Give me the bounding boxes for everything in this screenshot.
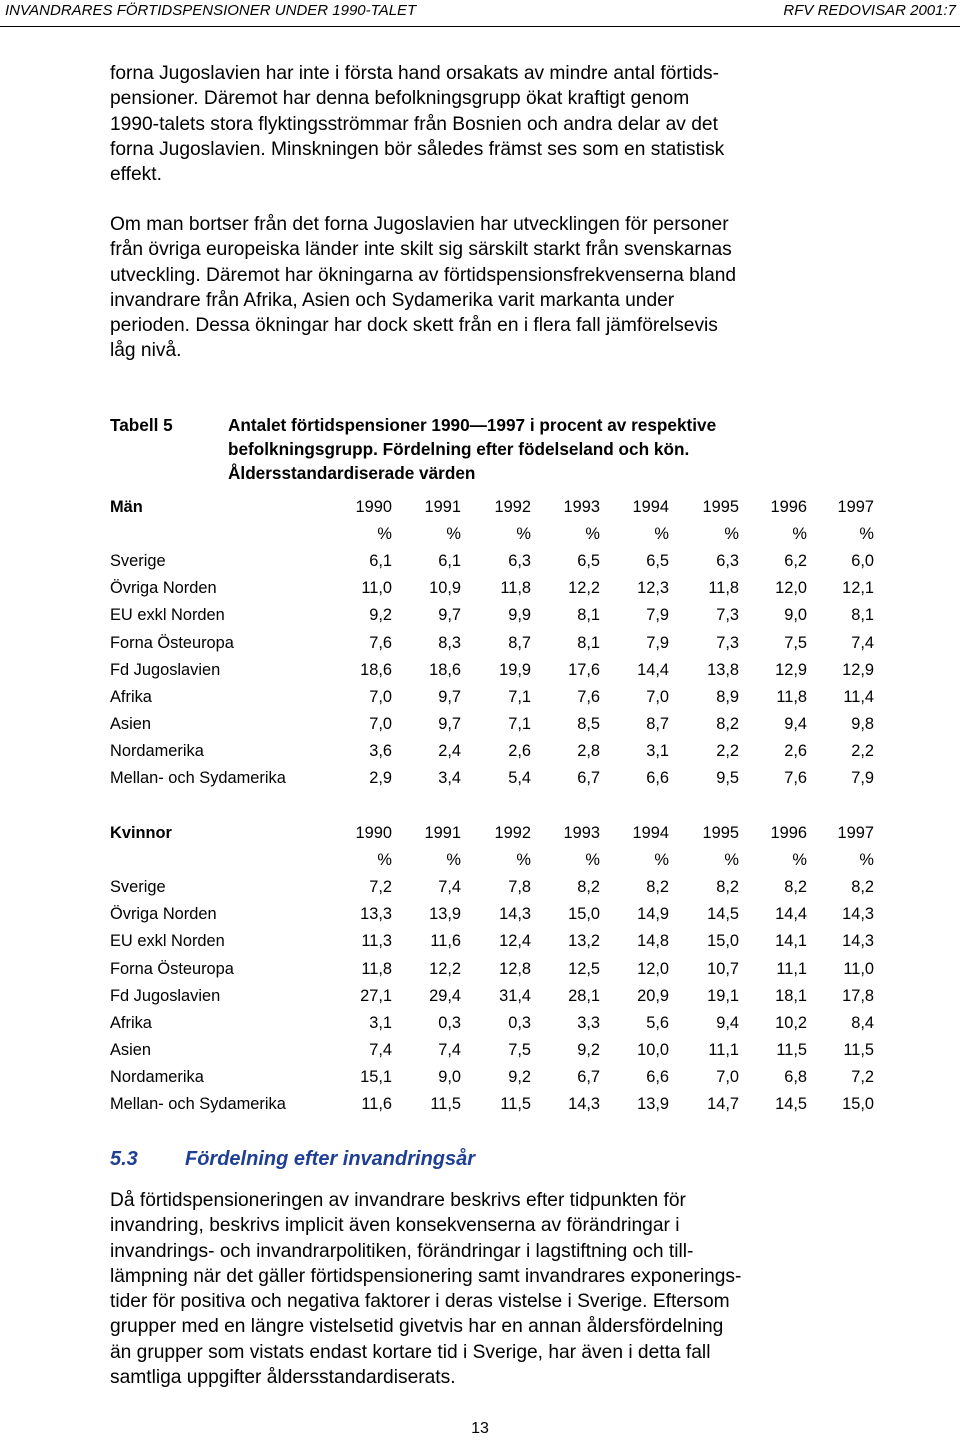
table-cell: 7,0 (716, 1067, 739, 1086)
table-cell: 12,3 (637, 579, 669, 598)
table-cell: 8,1 (577, 633, 600, 652)
table-cell: 11,0 (843, 959, 874, 978)
table-cell: 12,5 (568, 959, 600, 978)
table-cell: 12,8 (499, 959, 531, 978)
table-cell: 6,1 (369, 552, 392, 571)
table-cell: 27,1 (360, 986, 392, 1005)
table-cell: 12,2 (429, 959, 461, 978)
table-cell: 6,7 (577, 769, 600, 787)
table-cell: 9,0 (438, 1067, 461, 1086)
table-row (110, 579, 890, 601)
table-cell: 7,4 (438, 878, 461, 897)
table-row (110, 715, 890, 737)
table-cell: 18,1 (775, 986, 807, 1005)
row-label: Nordamerika (110, 1067, 204, 1086)
table-cell: 11,8 (708, 579, 739, 598)
table-cell: 5,4 (508, 769, 531, 787)
table-cell: 11,4 (843, 687, 874, 706)
row-label: Asien (110, 1040, 152, 1059)
table-cell: 9,5 (716, 769, 739, 787)
table-cell: 11,6 (361, 1095, 392, 1113)
row-label: Forna Östeuropa (110, 959, 234, 978)
table-cell: 7,8 (508, 878, 531, 897)
paragraph-line: forna Jugoslavien har inte i första hand orsakats av mindre antal förtids- (110, 63, 719, 84)
table-cell: 7,9 (646, 633, 669, 652)
table-row (110, 987, 890, 1009)
table-cell: 15,0 (842, 1095, 874, 1113)
table-cell: % (792, 525, 807, 544)
table-cell: % (654, 525, 669, 544)
table-cell: 1992 (494, 824, 531, 842)
table-cell: 9,7 (438, 606, 461, 625)
table-cell: 13,3 (360, 905, 392, 924)
table-cell: 14,4 (637, 660, 669, 679)
table-cell: 17,8 (842, 986, 874, 1005)
paragraph-line: effekt. (110, 164, 162, 186)
table-cell: 8,3 (438, 633, 461, 652)
table-cell: 28,1 (568, 986, 600, 1005)
row-label: Forna Östeuropa (110, 633, 234, 652)
table-cell: 11,1 (708, 1040, 739, 1059)
paragraph-line: Om man bortser från det forna Jugoslavien har utvecklingen för personer (110, 214, 729, 235)
table-row (110, 905, 890, 927)
table-cell: 1994 (632, 498, 669, 516)
table-cell: % (724, 851, 739, 870)
table-cell: 6,6 (646, 769, 669, 787)
paragraph-line: tider för positiva och negativa faktorer i deras vistelse i Sverige. Eftersom (110, 1291, 730, 1313)
table-cell: 6,2 (784, 552, 807, 571)
table-cell: 11,1 (776, 959, 807, 978)
header-title: INVANDRARES FÖRTIDSPENSIONER UNDER 1990-TALET (5, 2, 417, 19)
table-row (110, 1068, 890, 1090)
table-cell: 8,2 (716, 714, 739, 733)
header-rule (0, 26, 960, 27)
running-header (0, 0, 960, 26)
table-cell: % (724, 525, 739, 544)
paragraph-line: samtliga uppgifter åldersstandardiserats. (110, 1367, 456, 1389)
row-label: Afrika (110, 1013, 152, 1032)
table-cell: 7,2 (369, 878, 392, 897)
table-cell: 7,4 (438, 1040, 461, 1059)
table-cell: 0,3 (438, 1013, 461, 1032)
table-cell: 8,5 (577, 714, 600, 733)
table-cell: % (377, 851, 392, 870)
table-cell: 1991 (424, 498, 461, 516)
table-cell: 8,7 (646, 714, 669, 733)
table-cell: 9,0 (784, 606, 807, 625)
table-cell: 2,2 (716, 741, 739, 760)
table-cell: 12,4 (499, 932, 531, 951)
table-cell: % (377, 525, 392, 544)
table-row (110, 606, 890, 628)
table-cell: 11,3 (361, 932, 392, 951)
table-cell: 1996 (770, 824, 807, 842)
table-cell: 8,2 (646, 878, 669, 897)
table-cell: 9,2 (369, 606, 392, 625)
table-cell: 6,7 (577, 1067, 600, 1086)
table-cell: 11,5 (430, 1095, 461, 1113)
table-cell: 7,9 (851, 769, 874, 787)
row-label: Mellan- och Sydamerika (110, 769, 286, 787)
table-cell: 9,9 (508, 606, 531, 625)
table-header-row (110, 498, 890, 520)
table-cell: 3,1 (646, 741, 669, 760)
table-cell: 6,5 (577, 552, 600, 571)
table-cell: 7,3 (716, 633, 739, 652)
table-cell: 8,1 (851, 606, 874, 625)
table-cell: 3,1 (369, 1013, 392, 1032)
table-cell: 7,6 (369, 633, 392, 652)
table-cell: % (446, 525, 461, 544)
table-cell: % (446, 851, 461, 870)
table-cell: 10,2 (775, 1013, 807, 1032)
table-cell: 2,6 (508, 741, 531, 760)
table-cell: 11,5 (500, 1095, 531, 1113)
table-cell: 2,6 (784, 741, 807, 760)
row-label: Kvinnor (110, 824, 172, 842)
table-cell: 11,5 (843, 1040, 874, 1059)
table-cell: 1995 (702, 498, 739, 516)
table-cell: 9,7 (438, 714, 461, 733)
paragraph-line: från övriga europeiska länder inte skilt sig särskilt starkt från svenskarnas (110, 239, 732, 261)
table-cell: 8,4 (851, 1013, 874, 1032)
row-label: Övriga Norden (110, 579, 217, 598)
table-cell: 31,4 (499, 986, 531, 1005)
table-cell: 12,0 (637, 959, 669, 978)
table-cell: 12,0 (775, 579, 807, 598)
table-row (110, 1041, 890, 1063)
table-cell: 9,4 (716, 1013, 739, 1032)
table-cell: % (654, 851, 669, 870)
table-cell: 2,4 (438, 741, 461, 760)
table-cell: 14,1 (775, 932, 807, 951)
table-cell: 10,7 (707, 959, 739, 978)
row-label: Nordamerika (110, 741, 204, 760)
table-cell: 11,8 (361, 959, 392, 978)
paragraph-1 (110, 61, 850, 187)
table-cell: % (859, 525, 874, 544)
table-cell: 11,0 (361, 579, 392, 598)
table-cell: 7,6 (784, 769, 807, 787)
paragraph-line: utveckling. Däremot har ökningarna av förtidspensionsfrekvenserna bland (110, 264, 737, 286)
table-cell: 12,1 (842, 579, 874, 598)
table-cell: 19,9 (499, 660, 531, 679)
table-cell: 11,6 (430, 932, 461, 951)
paragraph-line: än grupper som vistats endast kortare tid i Sverige, har även i detta fall (110, 1341, 711, 1363)
page-number: 13 (471, 1420, 489, 1437)
table-cell: 12,2 (568, 579, 600, 598)
table-cell: 13,8 (707, 660, 739, 679)
table-cell: 15,0 (707, 932, 739, 951)
table-cell: 15,0 (568, 905, 600, 924)
table-cell: 1990 (355, 498, 392, 516)
caption-line: befolkningsgrupp. Fördelning efter födelseland och kön. (228, 439, 690, 459)
paragraph-3 (110, 1188, 850, 1390)
table-cell: 15,1 (360, 1067, 392, 1086)
table-cell: 3,4 (438, 769, 461, 787)
table-cell: 12,9 (775, 660, 807, 679)
section-title: Fördelning efter invandringsår (185, 1148, 476, 1170)
table-cell: 6,6 (646, 1067, 669, 1086)
table-cell: 1994 (632, 824, 669, 842)
table-caption-text (228, 413, 716, 485)
paragraph-line: lämpning när det gäller förtidspensionering samt invandrares exponerings- (110, 1265, 742, 1287)
table-cell: 7,3 (716, 606, 739, 625)
table-cell: 11,5 (776, 1040, 807, 1059)
paragraph-line: invandrings- och invandrarpolitiken, förändringar i lagstiftning och till- (110, 1240, 694, 1262)
table-row (110, 661, 890, 683)
table-cell: 7,5 (784, 633, 807, 652)
row-label: Övriga Norden (110, 905, 217, 924)
table-cell: 7,2 (851, 1067, 874, 1086)
table-cell: % (859, 851, 874, 870)
table-cell: 7,5 (508, 1040, 531, 1059)
paragraph-2 (110, 212, 850, 364)
row-label: Asien (110, 714, 152, 733)
table-cell: % (585, 525, 600, 544)
table-cell: 8,2 (851, 878, 874, 897)
table-cell: 12,9 (842, 660, 874, 679)
row-label: Mellan- och Sydamerika (110, 1095, 286, 1113)
table-cell: 7,0 (646, 687, 669, 706)
row-label: Fd Jugoslavien (110, 986, 221, 1005)
table-cell: 14,8 (637, 932, 669, 951)
table-cell: 14,7 (707, 1095, 739, 1113)
table-cell: 7,6 (577, 687, 600, 706)
table-cell: 9,8 (851, 714, 874, 733)
paragraph-line: grupper med en längre vistelsetid givetvis har en annan åldersfördelning (110, 1316, 724, 1338)
table-row (110, 960, 890, 982)
table-cell: 20,9 (637, 986, 669, 1005)
table-cell: 1996 (770, 498, 807, 516)
table-cell: 7,0 (369, 714, 392, 733)
table-cell: 14,4 (775, 905, 807, 924)
paragraph-line: invandrare från Afrika, Asien och Sydamerika varit markanta under (110, 289, 675, 311)
table-cell: 7,9 (646, 606, 669, 625)
table-cell: 11,8 (500, 579, 531, 598)
row-label: EU exkl Norden (110, 932, 225, 951)
table-cell: 2,8 (577, 741, 600, 760)
table-cell: 7,4 (369, 1040, 392, 1059)
table-unit-row (110, 525, 890, 547)
table-cell: 6,3 (508, 552, 531, 571)
table-cell: 8,1 (577, 606, 600, 625)
table-cell: 9,7 (438, 687, 461, 706)
row-label: Fd Jugoslavien (110, 660, 221, 679)
table-cell: 1990 (355, 824, 392, 842)
table-cell: 7,1 (508, 687, 531, 706)
table-cell: % (585, 851, 600, 870)
table-cell: 7,1 (508, 714, 531, 733)
table-cell: 1993 (563, 498, 600, 516)
paragraph-line: perioden. Dessa ökningar har dock skett från en i flera fall jämförelsevis (110, 315, 718, 337)
table-row (110, 552, 890, 574)
paragraph-line: låg nivå. (110, 340, 182, 362)
table-cell: 8,2 (716, 878, 739, 897)
table-cell: 10,9 (429, 579, 461, 598)
table-cell: 6,3 (716, 552, 739, 571)
table-row (110, 1014, 890, 1036)
caption-line: Åldersstandardiserade värden (228, 463, 476, 483)
table-cell: 8,9 (716, 687, 739, 706)
table-row (110, 634, 890, 656)
paragraph-line: forna Jugoslavien. Minskningen bör således främst ses som en statistisk (110, 138, 725, 160)
header-report-id: RFV REDOVISAR 2001:7 (783, 2, 956, 19)
table-cell: 3,6 (369, 741, 392, 760)
table-row (110, 932, 890, 954)
table-cell: 9,4 (784, 714, 807, 733)
caption-line: Antalet förtidspensioner 1990—1997 i procent av respektive (228, 415, 717, 435)
table-cell: 18,6 (429, 660, 461, 679)
paragraph-line: pensioner. Däremot har denna befolkningsgrupp ökat kraftigt genom (110, 88, 690, 110)
table-cell: 10,0 (637, 1040, 669, 1059)
table-cell: 1995 (702, 824, 739, 842)
table-cell: 7,4 (851, 633, 874, 652)
table-cell: 13,9 (637, 1095, 669, 1113)
table-cell: 1997 (837, 824, 874, 842)
table-cell: 8,2 (577, 878, 600, 897)
table-cell: 14,3 (842, 905, 874, 924)
section-number: 5.3 (110, 1148, 138, 1170)
row-label: Afrika (110, 687, 152, 706)
table-cell: 13,9 (429, 905, 461, 924)
table-cell: 14,5 (707, 905, 739, 924)
table-cell: 19,1 (707, 986, 739, 1005)
table-cell: 14,9 (637, 905, 669, 924)
table-cell: 2,9 (369, 769, 392, 787)
table-cell: 9,2 (577, 1040, 600, 1059)
table-cell: 8,2 (784, 878, 807, 897)
table-cell: % (516, 851, 531, 870)
paragraph-line: invandring, beskrivs implicit även konsekvenserna av förändringar i (110, 1215, 680, 1237)
paragraph-line: Då förtidspensioneringen av invandrare beskrivs efter tidpunkten för (110, 1190, 686, 1211)
table-row (110, 769, 890, 791)
table-cell: % (516, 525, 531, 544)
row-label: Sverige (110, 552, 166, 571)
table-cell: 7,0 (369, 687, 392, 706)
row-label: EU exkl Norden (110, 606, 225, 625)
table-cell: 17,6 (568, 660, 600, 679)
table-cell: 14,3 (842, 932, 874, 951)
row-label: Sverige (110, 878, 166, 897)
table-cell: 1993 (563, 824, 600, 842)
table-cell: 0,3 (508, 1013, 531, 1032)
table-cell: 6,0 (851, 552, 874, 571)
table-cell: 3,3 (577, 1013, 600, 1032)
table-cell: 9,2 (508, 1067, 531, 1086)
table-row (110, 742, 890, 764)
table-row (110, 878, 890, 900)
table-cell: 13,2 (568, 932, 600, 951)
table-label: Tabell 5 (110, 415, 173, 435)
table-cell: 1992 (494, 498, 531, 516)
table-unit-row (110, 851, 890, 873)
row-label: Män (110, 498, 143, 516)
table-cell: 6,8 (784, 1067, 807, 1086)
table-cell: 11,8 (776, 687, 807, 706)
paragraph-line: 1990-talets stora flyktingsströmmar från Bosnien och andra delar av det (110, 113, 718, 135)
table-cell: 29,4 (429, 986, 461, 1005)
table-cell: % (792, 851, 807, 870)
table-cell: 6,1 (438, 552, 461, 571)
table-cell: 14,5 (775, 1095, 807, 1113)
table-cell: 6,5 (646, 552, 669, 571)
table-cell: 5,6 (646, 1013, 669, 1032)
table-cell: 1997 (837, 498, 874, 516)
table-cell: 14,3 (568, 1095, 600, 1113)
table-header-row (110, 824, 890, 846)
table-cell: 18,6 (360, 660, 392, 679)
table-row (110, 688, 890, 710)
table-row (110, 1095, 890, 1117)
table-cell: 2,2 (851, 741, 874, 760)
table-cell: 14,3 (499, 905, 531, 924)
table-cell: 8,7 (508, 633, 531, 652)
table-cell: 1991 (424, 824, 461, 842)
